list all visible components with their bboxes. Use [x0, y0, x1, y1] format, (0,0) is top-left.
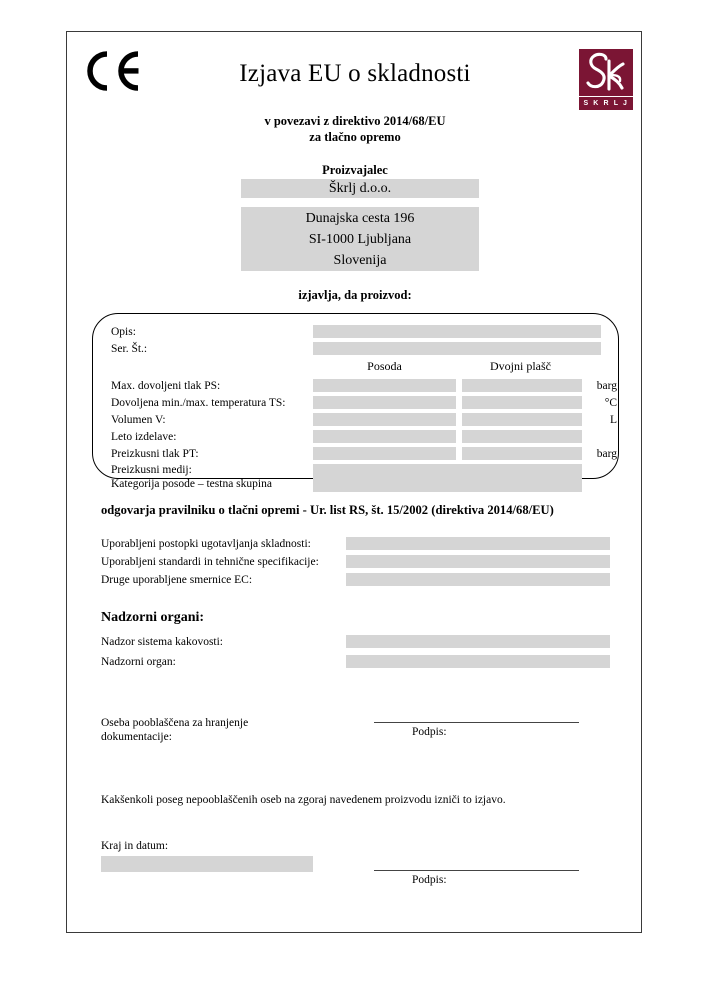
product-serial-field[interactable]	[313, 342, 601, 355]
authorized-person-label-line-2: dokumentacije:	[101, 731, 172, 743]
manufacturer-name-field[interactable]: Škrlj d.o.o.	[241, 179, 479, 198]
row-posoda-leto[interactable]	[313, 430, 456, 443]
row-unit-pt: barg	[596, 448, 617, 460]
row-unit-ts: °C	[604, 397, 617, 409]
place-date-signature-line[interactable]	[374, 870, 579, 871]
supervisory-label-body: Nadzorni organ:	[101, 656, 176, 668]
place-date-label: Kraj in datum:	[101, 840, 169, 852]
column-header-posoda: Posoda	[367, 359, 402, 373]
address-line-2: SI-1000 Ljubljana	[308, 232, 412, 247]
row-posoda-volumen[interactable]	[313, 413, 456, 426]
row-label-leto: Leto izdelave:	[111, 431, 177, 443]
row-label-ps: Max. dovoljeni tlak PS:	[111, 380, 221, 392]
logo-wordmark: S K R L J	[579, 97, 633, 110]
compliance-label-other-guidelines: Druge uporabljene smernice EC:	[101, 574, 253, 586]
supervisory-field-quality-system[interactable]	[346, 635, 610, 648]
row-dvojni-ps[interactable]	[462, 379, 582, 392]
row-label-ts: Dovoljena min./max. temperatura TS:	[111, 397, 286, 409]
supervisory-heading: Nadzorni organi:	[101, 610, 205, 625]
manufacturer-address-field[interactable]	[241, 207, 479, 271]
row-posoda-ts[interactable]	[313, 396, 456, 409]
manufacturer-label: Proizvajalec	[322, 163, 388, 177]
tamper-notice: Kakšenkoli poseg nepooblaščenih oseb na zgoraj navedenem proizvodu izniči to izjavo.	[101, 794, 506, 806]
subtitle-line-1: v povezavi z direktivo 2014/68/EU	[264, 114, 446, 128]
product-serial-label: Ser. Št.:	[111, 343, 148, 355]
address-line-1: Dunajska cesta 196	[305, 211, 415, 226]
compliance-heading: odgovarja pravilniku o tlačni opremi - Ur. list RS, št. 15/2002 (direktiva 2014/68/EU)	[101, 503, 554, 517]
row-posoda-pt[interactable]	[313, 447, 456, 460]
subtitle-line-2: za tlačno opremo	[309, 130, 401, 144]
authorized-person-signature-line[interactable]	[374, 722, 579, 723]
document-frame	[66, 31, 642, 933]
row-label-pt: Preizkusni tlak PT:	[111, 448, 199, 460]
authorized-person-signature-caption: Podpis:	[412, 726, 447, 738]
product-description-label: Opis:	[111, 326, 136, 338]
address-line-3: Slovenija	[333, 253, 387, 268]
compliance-field-standards[interactable]	[346, 555, 610, 568]
row-dvojni-ts[interactable]	[462, 396, 582, 409]
page-title: Izjava EU o skladnosti	[239, 60, 471, 87]
supervisory-label-quality-system: Nadzor sistema kakovosti:	[101, 636, 224, 648]
compliance-field-other-guidelines[interactable]	[346, 573, 610, 586]
compliance-field-procedures[interactable]	[346, 537, 610, 550]
row-label-volumen: Volumen V:	[111, 414, 166, 426]
supervisory-field-body[interactable]	[346, 655, 610, 668]
row-posoda-ps[interactable]	[313, 379, 456, 392]
declaration-intro: izjavlja, da proizvod:	[298, 288, 412, 302]
medium-value-field[interactable]	[313, 464, 582, 492]
row-dvojni-volumen[interactable]	[462, 413, 582, 426]
document-subtitle	[67, 113, 643, 145]
authorized-person-label-line-1: Oseba pooblaščena za hranjenje	[101, 717, 249, 729]
place-date-field[interactable]	[101, 856, 313, 872]
row-dvojni-pt[interactable]	[462, 447, 582, 460]
row-unit-ps: barg	[596, 380, 617, 392]
place-date-signature-caption: Podpis:	[412, 874, 447, 886]
medium-label-line-2: Kategorija posode – testna skupina	[111, 478, 272, 490]
authorized-person-label	[101, 716, 248, 744]
row-dvojni-leto[interactable]	[462, 430, 582, 443]
product-description-field[interactable]	[313, 325, 601, 338]
product-specification-box	[92, 313, 619, 490]
compliance-label-procedures: Uporabljeni postopki ugotavljanja skladnosti:	[101, 538, 311, 550]
medium-label-line-1: Preizkusni medij:	[111, 464, 192, 476]
column-header-dvojni-plasc: Dvojni plašč	[490, 359, 551, 373]
compliance-label-standards: Uporabljeni standardi in tehnične specifikacije:	[101, 556, 319, 568]
row-unit-volumen: L	[609, 414, 617, 426]
